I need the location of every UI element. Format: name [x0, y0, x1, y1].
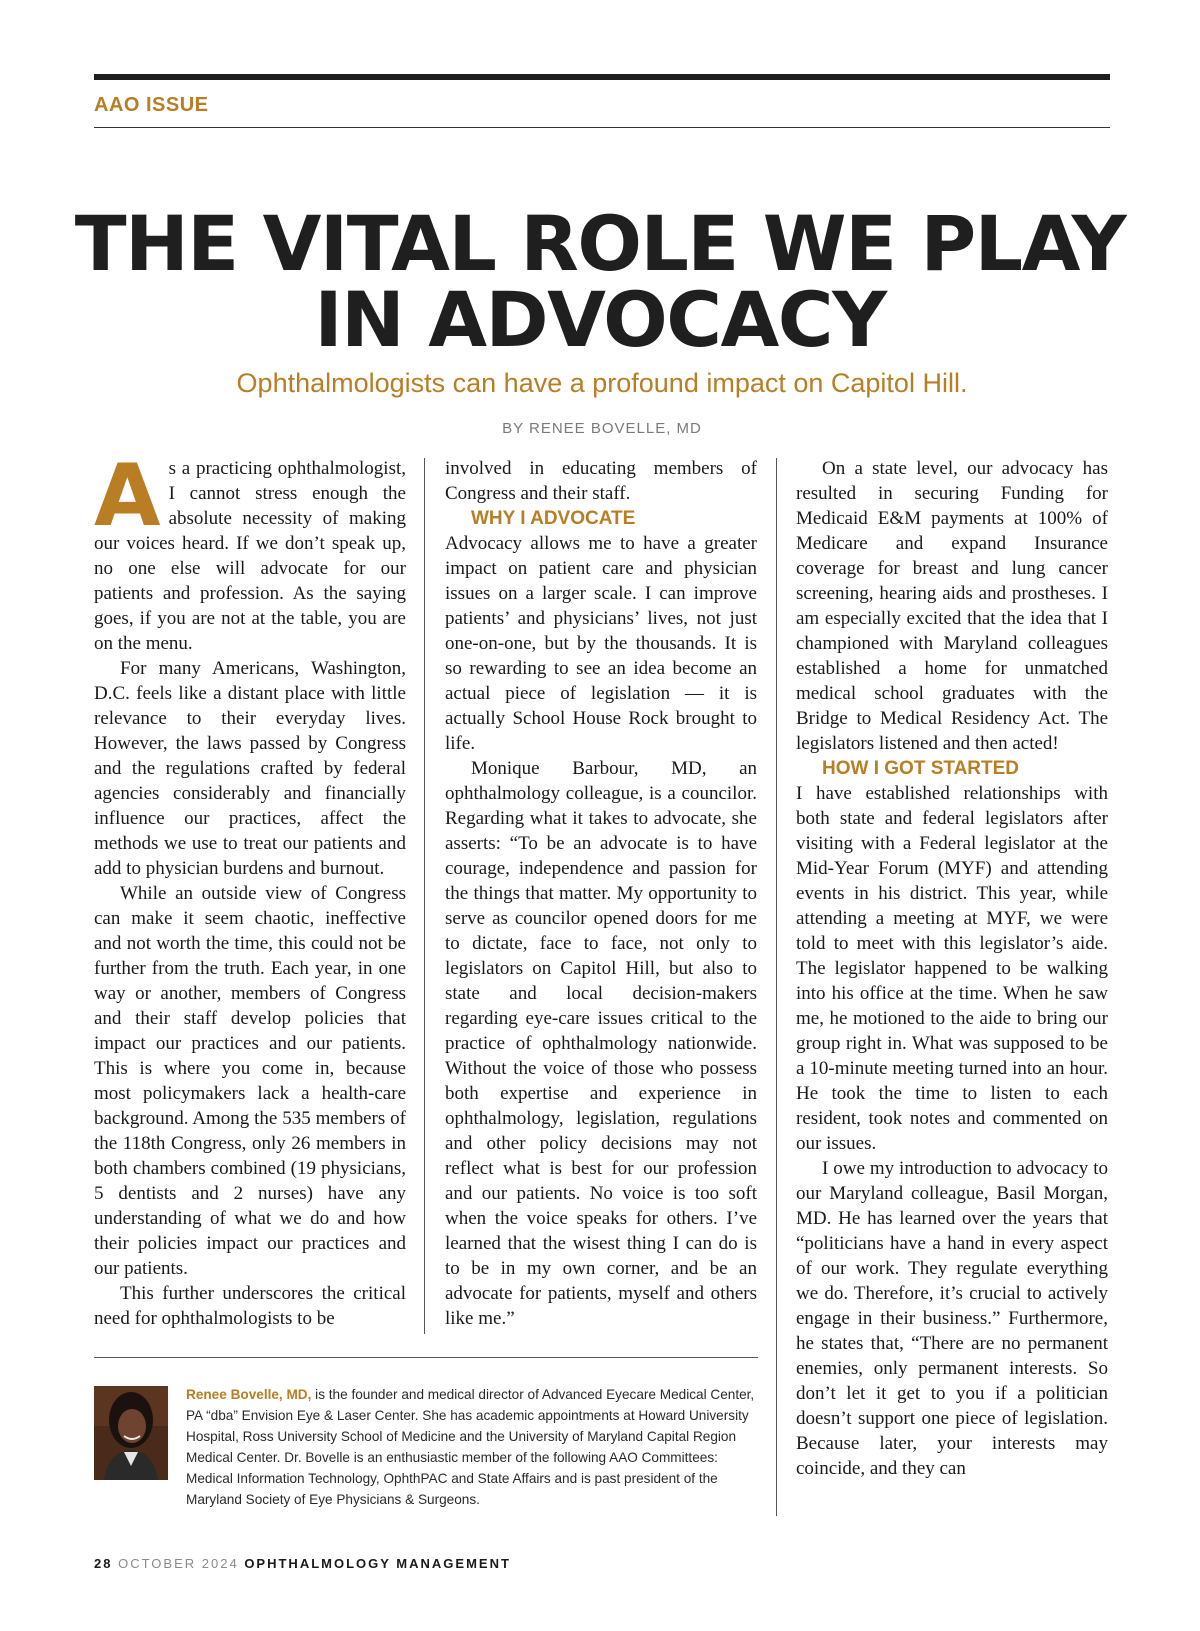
paragraph: I owe my introduction to advocacy to our Maryland colleague, Basil Morgan, MD. He has learned over the years that “politicians have a hand in every aspect of our work. They regulate everything we do. Therefore, it’s crucial to actively engage in their business.” Furthermore, he states that, “There are no permanent enemies, only permanent interests. So don’t let it get to you if a politician doesn’t support one piece of legislation. Because later, your interests may coincide, and they can [796, 1158, 1108, 1479]
page-footer [94, 1556, 511, 1571]
author-name: Renee Bovelle, MD, [186, 1387, 312, 1402]
subhead-how-i-got-started: HOW I GOT STARTED [822, 758, 1020, 779]
title-line-1: THE VITAL ROLE WE PLAY [74, 199, 1126, 288]
author-bio [186, 1384, 756, 1510]
byline: BY RENEE BOVELLE, MD [502, 420, 702, 437]
author-bio-text: is the founder and medical director of Advanced Eyecare Medical Center, PA “dba” Envision Eye & Laser Center. She has academic appointments at Howard University Hospital, Ross University School of Medicine and the University of Maryland Capital Region Medical Center. Dr. Bovelle is an enthusiastic member of the following AAO Committees: Medical Information Technology, OphthPAC and State Affairs and is past president of the Maryland Society of Eye Physicians & Surgeons. [186, 1387, 755, 1507]
magazine-name: OPHTHALMOLOGY MANAGEMENT [244, 1556, 511, 1571]
article-deck: Ophthalmologists can have a profound impact on Capitol Hill. [236, 368, 968, 398]
article-title [60, 199, 1140, 364]
paragraph: As a practicing ophthalmologist, I cannot stress enough the absolute necessity of making our voices heard. If we don’t speak up, no one else will advocate for our patients and profession. As the saying goes, if you are not at the table, you are on the menu. [94, 446, 406, 654]
author-photo [94, 1386, 168, 1480]
paragraph: Monique Barbour, MD, an ophthalmology colleague, is a councilor. Regarding what it takes to advocate, she asserts: “To be an advocate is to have courage, independence and passion for the things that matter. My opportunity to serve as councilor opened doors for me to dictate, face to face, not only to legislators on Capitol Hill, but also to state and local decision-makers regarding eye-care issues critical to the practice of ophthalmology nationwide. Without the voice of those who possess both expertise and experience in ophthalmology, legislation, regulations and other policy decisions may not reflect what is best for our profession and our patients. No voice is too soft when the voice speaks for others. I’ve learned that the wisest thing I can do is to be in my own corner, and be an advocate for patients, myself and others like me.” [445, 758, 757, 1329]
issue-date: OCTOBER 2024 [118, 1556, 239, 1571]
paragraph: Advocacy allows me to have a greater impact on patient care and physician issues on a larger scale. I can improve patients’ and physicians’ lives, not just one-on-one, but by the thousands. It is so rewarding to see an idea become an actual piece of legislation — it is actually School House Rock brought to life. [445, 533, 757, 754]
article-column-2 [445, 456, 757, 1336]
paragraph: For many Americans, Washington, D.C. feels like a distant place with little relevance to their everyday lives. However, the laws passed by Congress and the regulations crafted by federal agencies considerably and financially influence our practices, affect the methods we use to treat our patients and add to physician burdens and burnout. [94, 658, 406, 879]
paragraph: On a state level, our advocacy has resulted in securing Funding for Medicaid E&M payments at 100% of Medicare and expand Insurance coverage for breast and lung cancer screening, hearing aids and prostheses. I am especially excited that the idea that I championed with Maryland colleagues established a home for unmatched medical school graduates with the Bridge to Medical Residency Act. The legislators listened and then acted! [796, 458, 1108, 754]
drop-cap: A [94, 446, 161, 546]
paragraph: I have established relationships with both state and federal legislators after visiting with a Federal legislator at the Mid-Year Forum (MYF) and attending events in his district. This year, while attending a meeting at MYF, we were told to meet with this legislator’s aide. The legislator happened to be walking into his office at the time. When he saw me, he motioned to the aide to bring our group right in. What was supposed to be a 10-minute meeting turned into an hour. He took the time to listen to each resident, took notes and commented on our issues. [796, 783, 1108, 1154]
paragraph: While an outside view of Congress can make it seem chaotic, ineffective and not worth the time, this could not be further from the truth. Each year, in one way or another, members of Congress and their staff develop policies that impact our practices and our patients. This is where you come in, because most policymakers lack a health-care background. Among the 535 members of the 118th Congress, only 26 members in both chambers combined (19 physicians, 5 dentists and 2 nurses) have any understanding of what we do and how their policies impact our practices and our patients. [94, 883, 406, 1279]
page-number: 28 [94, 1556, 113, 1571]
article-column-1 [94, 446, 406, 1336]
header-divider [94, 127, 1110, 128]
column-divider-2 [776, 458, 777, 1516]
paragraph: This further underscores the critical need for ophthalmologists to be [94, 1283, 406, 1329]
article-column-3 [796, 456, 1108, 1516]
top-rule [94, 74, 1110, 80]
title-line-2: IN ADVOCACY [314, 275, 886, 364]
subhead-why-i-advocate: WHY I ADVOCATE [471, 508, 636, 529]
column-divider-1 [424, 458, 425, 1334]
bio-divider [94, 1357, 758, 1358]
paragraph: involved in educating members of Congress and their staff. [445, 458, 757, 504]
section-label: AAO ISSUE [94, 94, 209, 116]
